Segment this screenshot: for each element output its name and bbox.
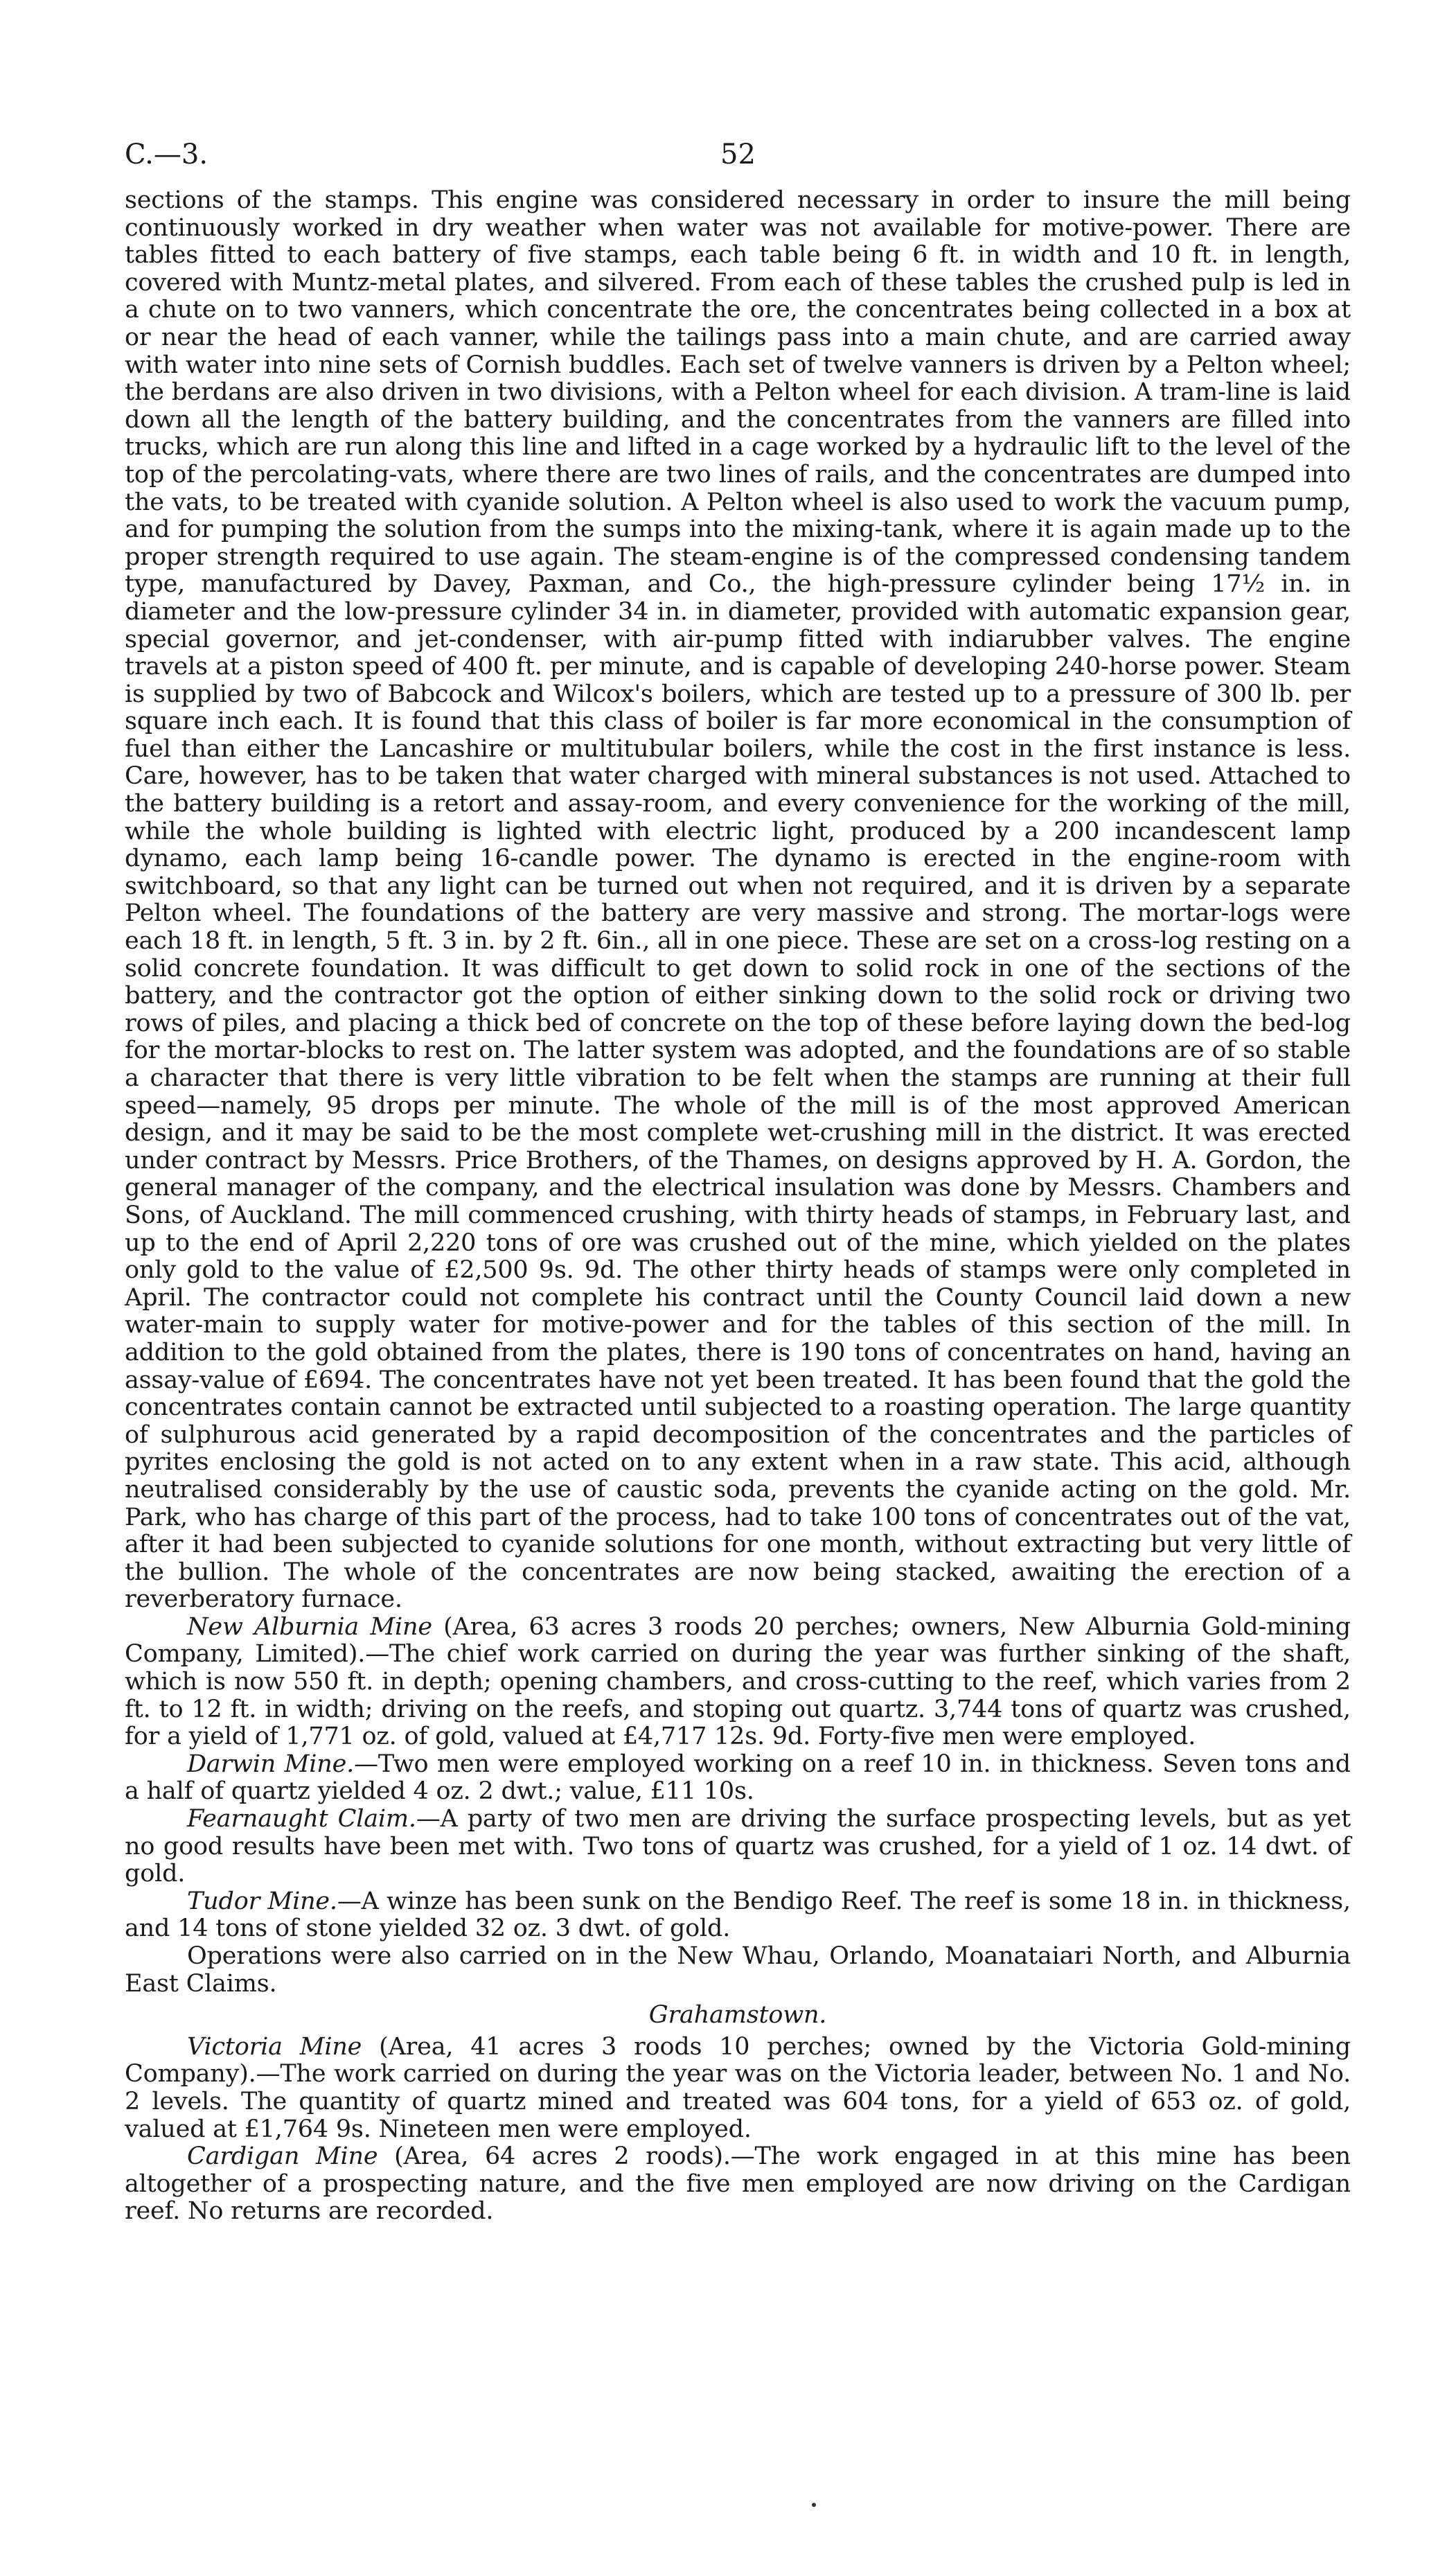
paragraph-mill-description: sections of the stamps. This engine was considered necessary in order to insure the mill being continuously worked in dry weather when water was not available for motive-power. There are tables fitted to each battery of five stamps, each table being 6 ft. in width and 10 ft. in length, covered with Muntz-metal plates, and silvered. From each of these tables the crushed pulp is led in a chute on to two vanners, which concentrate the ore, the concentrates being collected in a box at or near the head of each vanner, while the tailings pass into a main chute, and are carried away with water into nine sets of Cornish buddles. Each set of twelve vanners is driven by a Pelton wheel; the berdans are also driven in two divisions, with a Pelton wheel for each division. A tram-line is laid down all the length of the battery building, and the concentrates from the vanners are filled into trucks, which are run along this line and lifted in a cage worked by a hydraulic lift to the level of the top of the percolating-vats, where there are two lines of rails, and the concentrates are dumped into the vats, to be treated with cyanide solution. A Pelton wheel is also used to work the vacuum pump, and for pumping the solution from the sumps into the mixing-tank, where it is again made up to the proper strength required to use again. The steam-engine is of the compressed condensing tandem type, manufactured by Davey, Paxman, and Co., the high-pressure cylinder being 17½ in. in diameter and the low-pressure cylinder 34 in. in diameter, provided with automatic expansion gear, special governor, and jet-condenser, with air-pump fitted with indiarubber valves. The engine travels at a piston speed of 400 ft. per minute, and is capable of developing 240-horse power. Steam is supplied by two of Babcock and Wilcox's boilers, which are tested up to a pressure of 300 lb. per square inch each. It is found that this class of boiler is far more economical in the consumption of fuel than either the Lancashire or multitubular boilers, while the cost in the first instance is less. Care, however, has to be taken that water charged with mineral substances is not used. Attached to the battery building is a retort and assay-room, and every convenience for the working of the mill, while the whole building is lighted with electric light, produced by a 200 incandescent lamp dynamo, each lamp being 16-candle power. The dynamo is erected in the engine-room with switchboard, so that any light can be turned out when not required, and it is driven by a separate Pelton wheel. The foundations of the battery are very massive and strong. The mortar-logs were each 18 ft. in length, 5 ft. 3 in. by 2 ft. 6in., all in one piece. These are set on a cross-log resting on a solid concrete foundation. It was difficult to get down to solid rock in one of the sections of the battery, and the contractor got the option of either sinking down to the solid rock or driving two rows of piles, and placing a thick bed of concrete on the top of these before laying down the bed-log for the mortar-blocks to rest on. The latter system was adopted, and the foundations are of so stable a character that there is very little vibration to be felt when the stamps are running at their full speed—namely, 95 drops per minute. The whole of the mill is of the most approved American design, and it may be said to be the most complete wet-crushing mill in the district. It was erected under contract by Messrs. Price Brothers, of the Thames, on designs approved by H. A. Gordon, the general manager of the company, and the electrical insulation was done by Messrs. Chambers and Sons, of Auckland. The mill commenced crushing, with thirty heads of stamps, in February last, and up to the end of April 2,220 tons of ore was crushed out of the mine, which yielded on the plates only gold to the value of £2,500 9s. 9d. The other thirty heads of stamps were only completed in April. The contractor could not complete his contract until the County Council laid down a new water-main to supply water for motive-power and for the tables of this section of the mill. In addition to the gold obtained from the plates, there is 190 tons of concentrates on hand, having an assay-value of £694. The concentrates have not yet been treated. It has been found that the gold the concentrates contain cannot be extracted until subjected to a roasting operation. The large quantity of sulphurous acid generated by a rapid decomposition of the concentrates and the particles of pyrites enclosing the gold is not acted on to any extent when in a raw state. This acid, although neutralised considerably by the use of caustic soda, prevents the cyanide acting on the gold. Mr. Park, who has charge of this part of the process, had to take 100 tons of concentrates out of the vat, after it had been subjected to cyanide solutions for one month, without extracting but very little of the bullion. The whole of the concentrates are now being stacked, awaiting the erection of a reverberatory furnace.: [125, 186, 1351, 1614]
mine-description: —A party of two men are driving the surface prospecting levels, but as yet no good results have been met with. Two tons of quartz was crushed, for a yield of 1 oz. 14 dwt. of gold.: [125, 1805, 1351, 1888]
body-text: [125, 187, 1351, 2226]
mine-name: New Alburnia Mine: [187, 1612, 432, 1641]
document-reference: C.—3.: [125, 139, 208, 170]
mine-description: (Area, 64 acres 2 roods).—The work engaged in at this mine has been altogether of a prospecting nature, and the five men employed are now driving on the Cardigan reef. No returns are recorded.: [125, 2142, 1351, 2226]
mine-description: (Area, 63 acres 3 roods 20 perches; owners, New Alburnia Gold-mining Company, Limited).—The chief work carried on during the year was further sinking of the shaft, which is now 550 ft. in depth; opening chambers, and cross-cutting to the reef, which varies from 2 ft. to 12 ft. in width; driving on the reefs, and stoping out quartz. 3,744 tons of quartz was crushed, for a yield of 1,771 oz. of gold, valued at £4,717 12s. 9d. Forty-five men were employed.: [125, 1612, 1351, 1751]
mine-description: (Area, 41 acres 3 roods 10 perches; owned by the Victoria Gold-mining Company).—The work carried on during the year was on the Victoria leader, between No. 1 and No. 2 levels. The quantity of quartz mined and treated was 604 tons, for a yield of 653 oz. of gold, valued at £1,764 9s. Nineteen men were employed.: [125, 2032, 1351, 2143]
paragraph-victoria-mine: [125, 2034, 1351, 2143]
page-number: 52: [720, 139, 756, 170]
mine-name: Tudor Mine.: [187, 1887, 337, 1915]
paragraph-new-alburnia-mine: [125, 1614, 1351, 1751]
mine-description: —Two men were employed working on a reef 10 in. in thickness. Seven tons and a half of quartz yielded 4 oz. 2 dwt.; value, £11 10s.: [125, 1750, 1351, 1806]
document-page: [125, 139, 1351, 2226]
section-heading-grahamstown: Grahamstown.: [648, 2001, 827, 2030]
paragraph-cardigan-mine: [125, 2143, 1351, 2226]
mine-name: Fearnaught Claim.: [187, 1805, 416, 1833]
mine-description: —A winze has been sunk on the Bendigo Reef. The reef is some 18 in. in thickness, and 14 tons of stone yielded 32 oz. 3 dwt. of gold.: [125, 1887, 1351, 1943]
paragraph-darwin-mine: [125, 1751, 1351, 1806]
page-header: [125, 139, 1351, 187]
mine-name: Cardigan Mine: [187, 2142, 378, 2171]
mine-name: Victoria Mine: [187, 2032, 362, 2061]
paragraph-other-operations: Operations were also carried on in the New Whau, Orlando, Moanataiari North, and Alburnia East Claims.: [125, 1942, 1351, 1998]
paragraph-tudor-mine: [125, 1888, 1351, 1943]
mine-name: Darwin Mine.: [187, 1750, 355, 1778]
page-speck: [812, 2503, 816, 2507]
paragraph-fearnaught-claim: [125, 1806, 1351, 1888]
